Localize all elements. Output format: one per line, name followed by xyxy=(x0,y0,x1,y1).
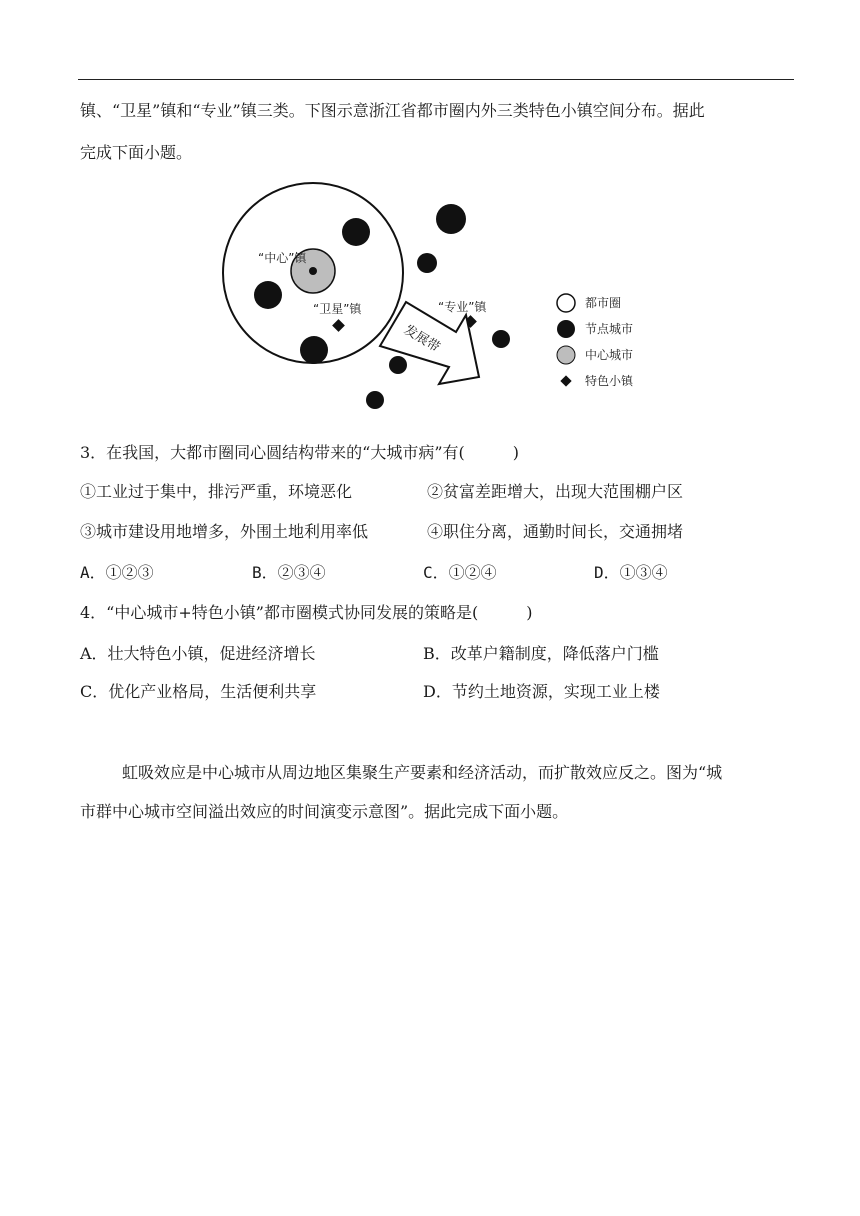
q3-option-b[interactable]: B．②③④ xyxy=(252,563,326,582)
legend-label: 特色小镇 xyxy=(585,374,634,388)
q3-stem: 3．在我国，大都市圈同心圆结构带来的“大城市病”有( ) xyxy=(80,443,520,462)
node-city xyxy=(366,391,384,409)
q3-statement-1: ①工业过于集中，排污严重，环境恶化 xyxy=(80,482,353,501)
legend-label: 节点城市 xyxy=(585,322,634,336)
town-distribution-figure xyxy=(0,0,860,420)
q4-option-c[interactable]: C．优化产业格局，生活便利共享 xyxy=(80,682,317,701)
legend-label: 中心城市 xyxy=(585,348,634,362)
intro-line-1: 镇、“卫星”镇和“专业”镇三类。下图示意浙江省都市圈内外三类特色小镇空间分布。据此 xyxy=(80,101,705,120)
center-town-dot xyxy=(309,267,317,275)
open-circle-icon xyxy=(557,294,575,312)
specialty-town-label: “专业”镇 xyxy=(438,300,487,314)
gray-circle-icon xyxy=(557,346,575,364)
q4-option-b[interactable]: B．改革户籍制度，降低落户门槛 xyxy=(423,644,659,663)
q3-statement-4: ④职住分离，通勤时间长，交通拥堵 xyxy=(427,522,684,541)
q3-option-a[interactable]: A．①②③ xyxy=(80,563,154,582)
q3-statement-2: ②贫富差距增大，出现大范围棚户区 xyxy=(427,482,684,501)
q3-statement-3: ③城市建设用地增多，外围土地利用率低 xyxy=(80,522,369,541)
q4-stem: 4．“中心城市+特色小镇”都市圈模式协同发展的策略是( ) xyxy=(80,603,533,622)
satellite-town-diamond xyxy=(332,319,345,332)
node-city xyxy=(254,281,282,309)
passage-line-1: 虹吸效应是中心城市从周边地区集聚生产要素和经济活动，而扩散效应反之。图为“城 xyxy=(122,763,723,782)
q3-option-c[interactable]: C．①②④ xyxy=(423,563,497,582)
passage-line-2: 市群中心城市空间溢出效应的时间演变示意图”。据此完成下面小题。 xyxy=(80,802,569,821)
node-city xyxy=(436,204,466,234)
node-city xyxy=(342,218,370,246)
q4-option-a[interactable]: A．壮大特色小镇，促进经济增长 xyxy=(80,644,316,663)
node-city xyxy=(492,330,510,348)
satellite-town-label: “卫星”镇 xyxy=(313,302,362,316)
node-city xyxy=(417,253,437,273)
filled-circle-icon xyxy=(557,320,575,338)
center-town-label: “中心”镇 xyxy=(258,251,307,265)
diamond-icon xyxy=(560,375,571,386)
node-city xyxy=(300,336,328,364)
development-belt-label: 发展带 xyxy=(401,322,443,356)
q4-option-d[interactable]: D．节约土地资源，实现工业上楼 xyxy=(423,682,660,701)
intro-line-2: 完成下面小题。 xyxy=(80,143,193,162)
legend-label: 都市圈 xyxy=(585,296,622,310)
q3-option-d[interactable]: D．①③④ xyxy=(594,563,668,582)
node-city xyxy=(389,356,407,374)
